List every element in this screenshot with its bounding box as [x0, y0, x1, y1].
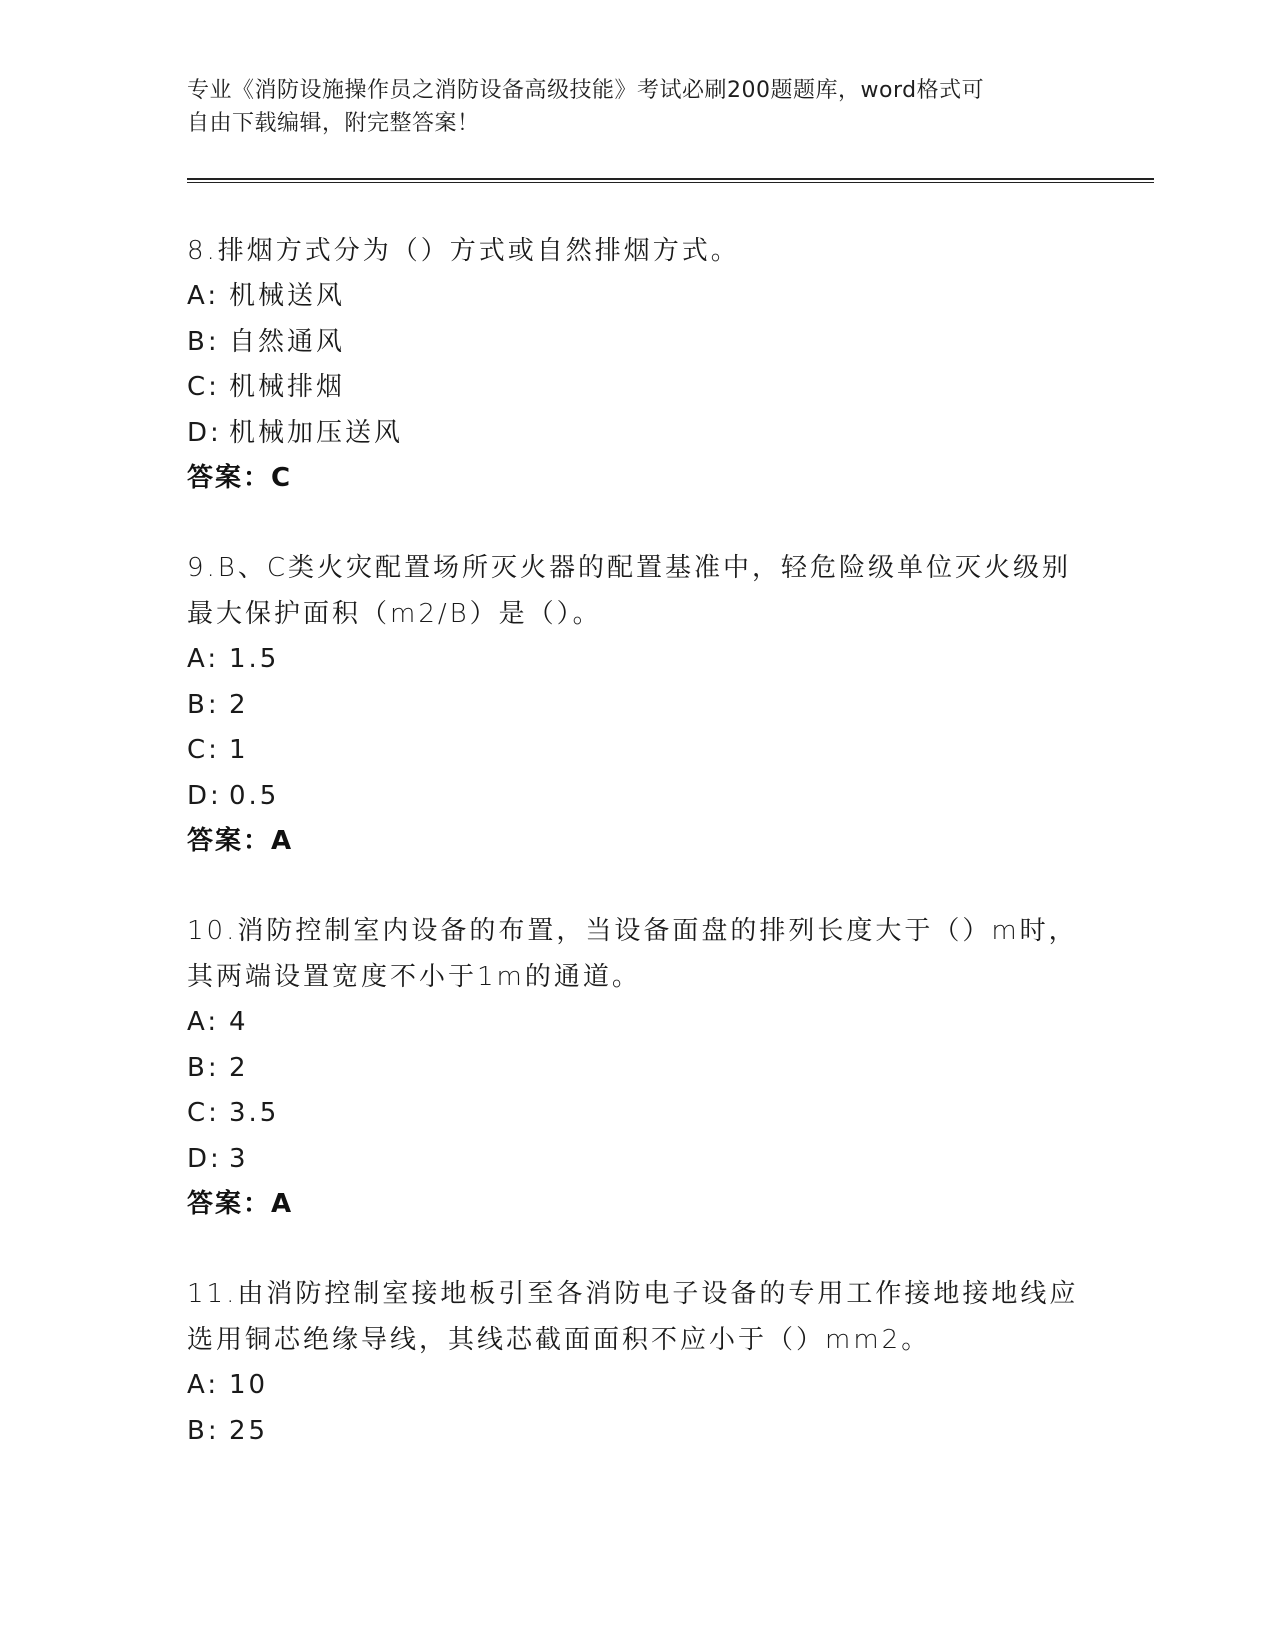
question-stem: 8.排烟方式分为（）方式或自然排烟方式。 — [187, 236, 740, 266]
option-b — [187, 1409, 1087, 1455]
option-key: B: — [187, 689, 220, 720]
option-key: C: — [187, 372, 220, 402]
question-list — [187, 228, 1087, 1498]
option-key: D: — [187, 1143, 222, 1174]
option-c — [187, 365, 1087, 411]
option-key: B: — [187, 326, 220, 357]
option-d — [187, 411, 1087, 457]
question-stem: 11.由消防控制室接地板引至各消防电子设备的专用工作接地接地线应选用铜芯绝缘导线，其线芯截面面积不应小于（）mm2。 — [187, 1279, 1079, 1355]
option-key: A: — [187, 1007, 220, 1037]
question-item — [187, 545, 1087, 864]
option-b — [187, 320, 1087, 366]
option-b — [187, 1046, 1087, 1092]
question-answer: 答案：A — [187, 826, 294, 856]
option-key: D: — [187, 417, 222, 448]
option-c — [187, 1091, 1087, 1137]
question-item — [187, 228, 1087, 501]
option-text: 机械排烟 — [229, 372, 346, 402]
option-key: A: — [187, 644, 220, 674]
option-text: 机械加压送风 — [229, 417, 404, 448]
option-d — [187, 774, 1087, 820]
option-text: 1 — [229, 735, 249, 765]
question-stem: 9.B、C类火灾配置场所灭火器的配置基准中，轻危险级单位灭火级别最大保护面积（m2/B）是（）。 — [187, 553, 1071, 629]
option-key: C: — [187, 735, 220, 765]
option-key: A: — [187, 281, 220, 311]
question-item — [187, 908, 1087, 1227]
option-key: A: — [187, 1370, 220, 1400]
option-key: D: — [187, 780, 222, 811]
header-line-2: 自由下载编辑，附完整答案！ — [187, 111, 480, 136]
option-text: 10 — [229, 1370, 269, 1400]
option-text: 自然通风 — [229, 326, 346, 357]
option-text: 2 — [229, 689, 249, 720]
option-a — [187, 1000, 1087, 1046]
option-d — [187, 1137, 1087, 1183]
option-text: 3 — [229, 1143, 249, 1174]
option-key: B: — [187, 1415, 220, 1446]
option-b — [187, 683, 1087, 729]
option-text: 机械送风 — [229, 281, 346, 311]
document-header — [187, 74, 1067, 140]
option-key: C: — [187, 1098, 220, 1128]
option-a — [187, 637, 1087, 683]
header-divider — [187, 178, 1154, 183]
option-text: 3.5 — [229, 1098, 280, 1128]
option-text: 4 — [229, 1007, 249, 1037]
header-line-1: 专业《消防设施操作员之消防设备高级技能》考试必刷200题题库，word格式可 — [187, 78, 985, 103]
question-item — [187, 1271, 1087, 1454]
option-text: 1.5 — [229, 644, 280, 674]
option-text: 2 — [229, 1052, 249, 1083]
option-text: 25 — [229, 1415, 269, 1446]
question-answer: 答案：C — [187, 463, 293, 493]
option-text: 0.5 — [229, 780, 280, 811]
option-a — [187, 1363, 1087, 1409]
question-answer: 答案：A — [187, 1189, 294, 1219]
option-c — [187, 728, 1087, 774]
question-stem: 10.消防控制室内设备的布置，当设备面盘的排列长度大于（）m时，其两端设置宽度不小于1m的通道。 — [187, 916, 1078, 992]
option-a — [187, 274, 1087, 320]
option-key: B: — [187, 1052, 220, 1083]
